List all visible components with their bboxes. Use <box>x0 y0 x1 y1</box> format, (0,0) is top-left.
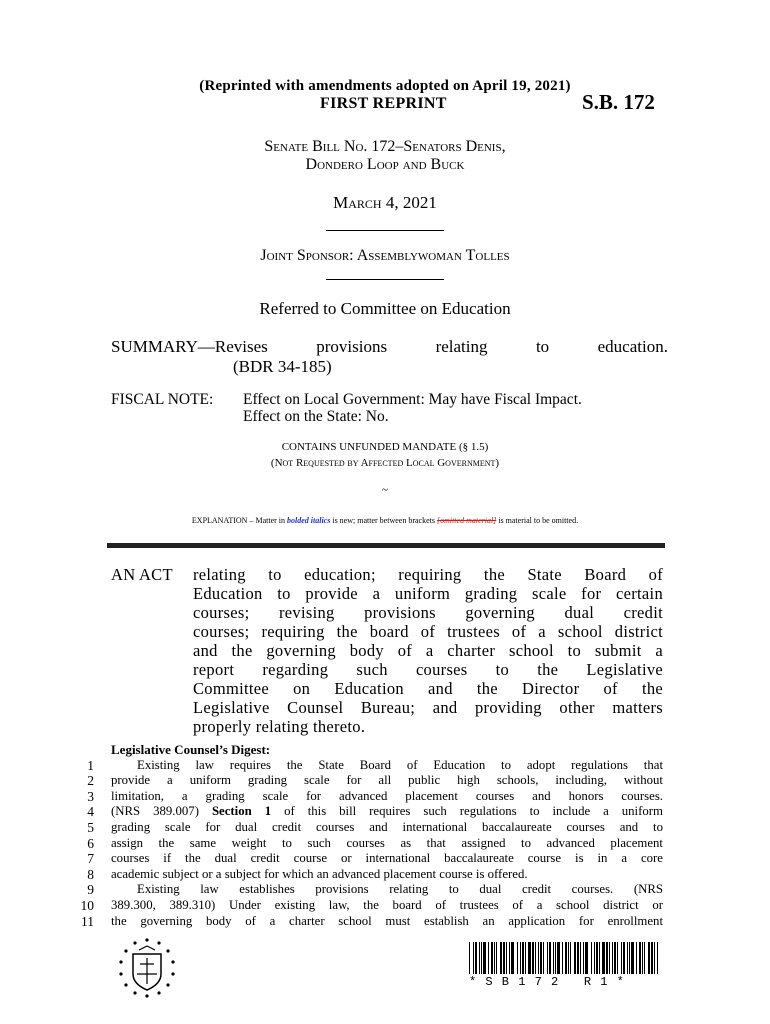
digest-line: the governing body of a charter school must establish an application for enrollment <box>111 913 663 928</box>
bdr-number: (BDR 34-185) <box>233 357 332 376</box>
summary-word: education. <box>597 337 668 356</box>
bill-date: March 4, 2021 <box>333 193 437 212</box>
line-number: 1 <box>87 757 94 773</box>
line-number: 6 <box>87 835 94 851</box>
digest-title: Legislative Counsel’s Digest: <box>111 742 271 757</box>
act-preamble <box>111 565 663 736</box>
act-line: report regarding such courses to the Legislative <box>193 660 663 679</box>
summary-word: to <box>535 337 550 356</box>
act-line: Education to provide a uniform grading scale for certain <box>193 584 663 603</box>
digest-line: grading scale for dual credit courses and international baccalaureate courses and to <box>111 819 663 834</box>
summary-word: provisions <box>316 337 388 356</box>
mandate-request-note: (Not Requested by Affected Local Government) <box>270 457 500 469</box>
explanation-prefix: EXPLANATION – Matter in <box>191 516 288 525</box>
divider-rule <box>326 279 444 280</box>
act-line: properly relating thereto. <box>193 717 366 736</box>
digest-line: Existing law establishes provisions relating to dual credit courses. (NRS <box>137 882 663 897</box>
digest-line-rest: of this bill requires such regulations to include a uniform <box>271 804 663 819</box>
act-line: relating to education; requiring the State Board of <box>193 565 663 584</box>
digest-line: 389.300, 389.310) Under existing law, the board of trustees of a school district or <box>111 897 663 912</box>
line-number: 10 <box>80 897 94 913</box>
state-seal-icon <box>113 934 181 1002</box>
act-line: Legislative Counsel Bureau; and providing other matters <box>193 698 663 717</box>
fiscal-note-state: Effect on the State: No. <box>243 408 389 425</box>
line-number: 5 <box>87 819 94 835</box>
bill-title-line-1: Senate Bill No. 172–Senators Denis, <box>264 138 506 155</box>
explanation-new-text: bolded italics <box>287 516 331 525</box>
explanation-line <box>0 516 770 525</box>
explanation-suffix: is material to be omitted. <box>496 516 579 525</box>
summary-label: SUMMARY—Revises <box>111 337 268 356</box>
fiscal-note-local: Effect on Local Government: May have Fiscal Impact. <box>243 391 582 408</box>
line-number: 3 <box>87 788 94 804</box>
unfunded-mandate: CONTAINS UNFUNDED MANDATE (§ 1.5) <box>281 441 489 453</box>
barcode-text: * S B 1 7 2 R 1 * <box>469 975 625 989</box>
first-reprint-label: FIRST REPRINT <box>320 95 447 112</box>
act-line: courses; revising provisions governing dual credit <box>193 603 663 622</box>
digest-section-ref: Section 1 <box>211 804 272 819</box>
line-number: 9 <box>87 882 94 898</box>
act-lead: AN ACT <box>111 565 173 584</box>
line-number: 8 <box>87 866 94 882</box>
thick-divider <box>107 543 665 548</box>
legislative-digest <box>111 742 663 929</box>
bill-title-line-2: Dondero Loop and Buck <box>305 156 465 173</box>
digest-line <box>111 804 663 820</box>
digest-line: courses if the dual credit course or international baccalaureate course is in a core <box>111 851 663 866</box>
act-line: Committee on Education and the Director of the <box>193 679 663 698</box>
digest-nrs-ref: (NRS 389.007) <box>111 804 212 819</box>
summary-word: relating <box>435 337 488 356</box>
referred-to-committee: Referred to Committee on Education <box>259 299 511 318</box>
line-number: 4 <box>87 804 94 820</box>
digest-line: academic subject or a subject for which an advanced placement course is offered. <box>111 866 528 881</box>
explanation-omitted-text: [omitted material] <box>436 516 497 525</box>
separator-tilde: ~ <box>382 484 388 496</box>
line-number: 2 <box>87 773 94 789</box>
digest-line: provide a uniform grading scale for all public high schools, including, without <box>111 773 663 788</box>
digest-line: Existing law requires the State Board of Education to adopt regulations that <box>137 757 663 772</box>
act-line: courses; requiring the board of trustees of a school district <box>193 622 663 641</box>
bill-number: S.B. 172 <box>582 90 655 114</box>
line-numbers <box>70 758 94 930</box>
fiscal-note-label: FISCAL NOTE: <box>111 391 214 408</box>
fiscal-note <box>111 391 582 425</box>
summary-block <box>111 337 668 377</box>
digest-line: assign the same weight to such courses as that assigned to advanced placement <box>111 835 663 850</box>
joint-sponsor: Joint Sponsor: Assemblywoman Tolles <box>260 247 510 264</box>
barcode-icon <box>469 942 661 974</box>
act-line: and the governing body of a charter school to submit a <box>193 641 663 660</box>
digest-line: limitation, a grading scale for advanced placement courses and honors courses. <box>111 788 663 803</box>
explanation-middle: is new; matter between brackets <box>330 516 437 525</box>
line-number: 7 <box>87 851 94 867</box>
reprint-note: (Reprinted with amendments adopted on April 19, 2021) <box>199 78 571 94</box>
line-number: 11 <box>81 913 94 929</box>
divider-rule <box>326 230 444 231</box>
